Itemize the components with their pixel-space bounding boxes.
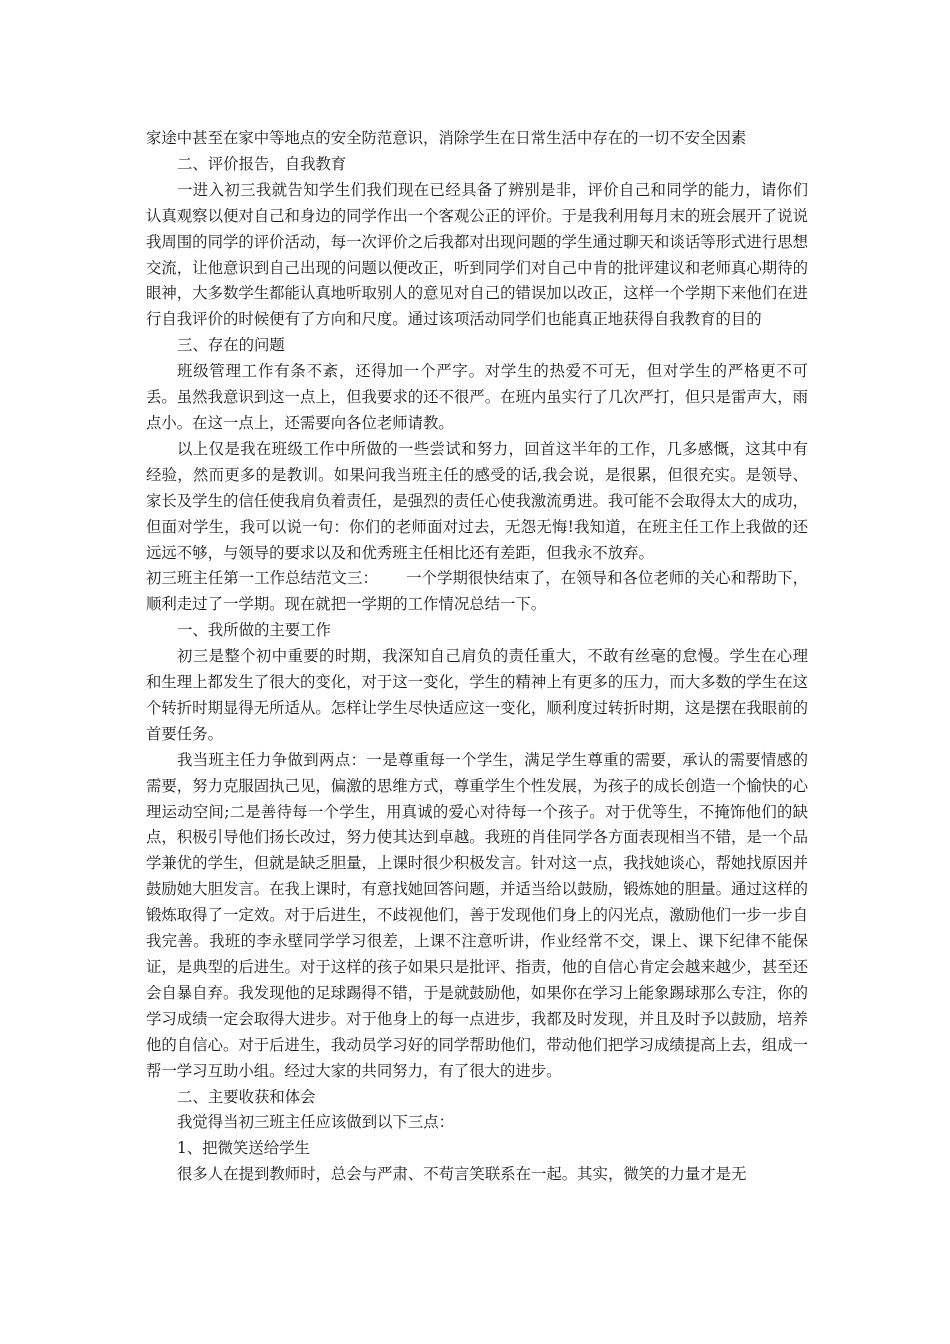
paragraph-grade-three: 初三是整个初中重要的时期，我深知自己肩负的责任重大，不敢有丝毫的怠慢。学生在心理和生理上都发生了很大的变化，对于这一变化，学生的精神上有更多的压力，而大多数的学生在这个转折时期显得无所适从。怎样让学生尽快适应这一变化，顺利度过转折时期，这是摆在我眼前的首要任务。 <box>146 647 808 743</box>
section-heading-evaluation: 二、评价报告，自我教育 <box>177 154 347 173</box>
paragraph-three-points: 我觉得当初三班主任应该做到以下三点： <box>177 1113 455 1132</box>
paragraph-problems: 班级管理工作有条不紊，还得加一个严字。对学生的热爱不可无，但对学生的严格更不可丢。虽然我意识到这一点上，但我要求的还不很严。在班内虽实行了几次严打，但只是雷声大，雨点小。在这一点上，还需要向各位老师请教。 <box>146 362 808 432</box>
paragraph-smile: 很多人在提到教师时，总会与严肃、不苟言笑联系在一起。其实，微笑的力量才是无 <box>177 1165 747 1184</box>
paragraph-evaluation: 一进入初三我就告知学生们我们现在已经具备了辨别是非，评价自己和同学的能力，请你们认真观察以便对自己和身边的同学作出一个客观公正的评价。于是我利用每月末的班会展开了说说我周围的同学的评价活动，每一次评价之后我都对出现问题的学生通过聊天和谈话等形式进行思想交流，让他意识到自己出现的问题以便改正，听到同学们对自己中肯的批评建议和老师真心期待的眼神，大多数学生都能认真地听取别人的意见对自己的错误加以改正，这样一个学期下来他们在进行自我评价的时候便有了方向和尺度。通过该项活动同学们也能真正地获得自我教育的目的 <box>146 180 808 329</box>
document-body <box>146 126 808 1188</box>
list-item-smile: 1、把微笑送给学生 <box>177 1139 310 1158</box>
paragraph-two-points: 我当班主任力争做到两点：一是尊重每一个学生，满足学生尊重的需要，承认的需要情感的需要，努力克服固执己见，偏激的思维方式，尊重学生个性发展，为孩子的成长创造一个愉快的心理运动空间;二是善待每一个学生，用真诚的爱心对待每一个孩子。对于优等生，不掩饰他们的缺点，积极引导他们扬长改过，努力使其达到卓越。我班的肖佳同学各方面表现相当不错，是一个品学兼优的学生，但就是缺乏胆量，上课时很少积极发言。针对这一点，我找她谈心，帮她找原因并鼓励她大胆发言。在我上课时，有意找她回答问题，并适当给以鼓励，锻炼她的胆量。通过这样的锻炼取得了一定效。对于后进生，不歧视他们，善于发现他们身上的闪光点，激励他们一步一步自我完善。我班的李永壁同学学习很差，上课不注意听讲，作业经常不交，课上、课下纪律不能保证，是典型的后进生。对于这样的孩子如果只是批评、指责，他的自信心肯定会越来越少，甚至还会自暴自弃。我发现他的足球踢得不错，于是就鼓励他，如果你在学习上能象踢球那么专注，你的学习成绩一定会取得大进步。对于他身上的每一点进步，我都及时发现，并且及时予以鼓励，培养他的自信心。对于后进生，我动员学习好的同学帮助他们，带动他们把学习成绩提高上去，组成一帮一学习互助小组。经过大家的共同努力，有了很大的进步。 <box>146 750 808 1080</box>
section-heading-main-work: 一、我所做的主要工作 <box>177 621 331 640</box>
paragraph-reflection: 以上仅是我在班级工作中所做的一些尝试和努力，回首这半年的工作，几多感慨，这其中有经验，然而更多的是教训。如果问我当班主任的感受的话,我会说，是很累，但很充实。是领导、家长及学生的信任使我肩负着责任，是强烈的责任心使我激流勇进。我可能不会取得太大的成功，但面对学生，我可以说一句：你们的老师面对过去，无怨无悔!我知道，在班主任工作上我做的还远远不够，与领导的要求以及和优秀班主任相比还有差距，但我永不放弃。 <box>146 439 808 562</box>
paragraph-safety-continued: 家途中甚至在家中等地点的安全防范意识，消除学生在日常生活中存在的一切不安全因素 <box>146 129 747 147</box>
section-heading-gains: 二、主要收获和体会 <box>177 1087 316 1106</box>
section-heading-problems: 三、存在的问题 <box>177 336 285 355</box>
article-title-sample-three: 初三班主任第一工作总结范文三： 一个学期很快结束了，在领导和各位老师的关心和帮助下，顺利走过了一学期。现在就把一学期的工作情况总结一下。 <box>146 569 808 614</box>
